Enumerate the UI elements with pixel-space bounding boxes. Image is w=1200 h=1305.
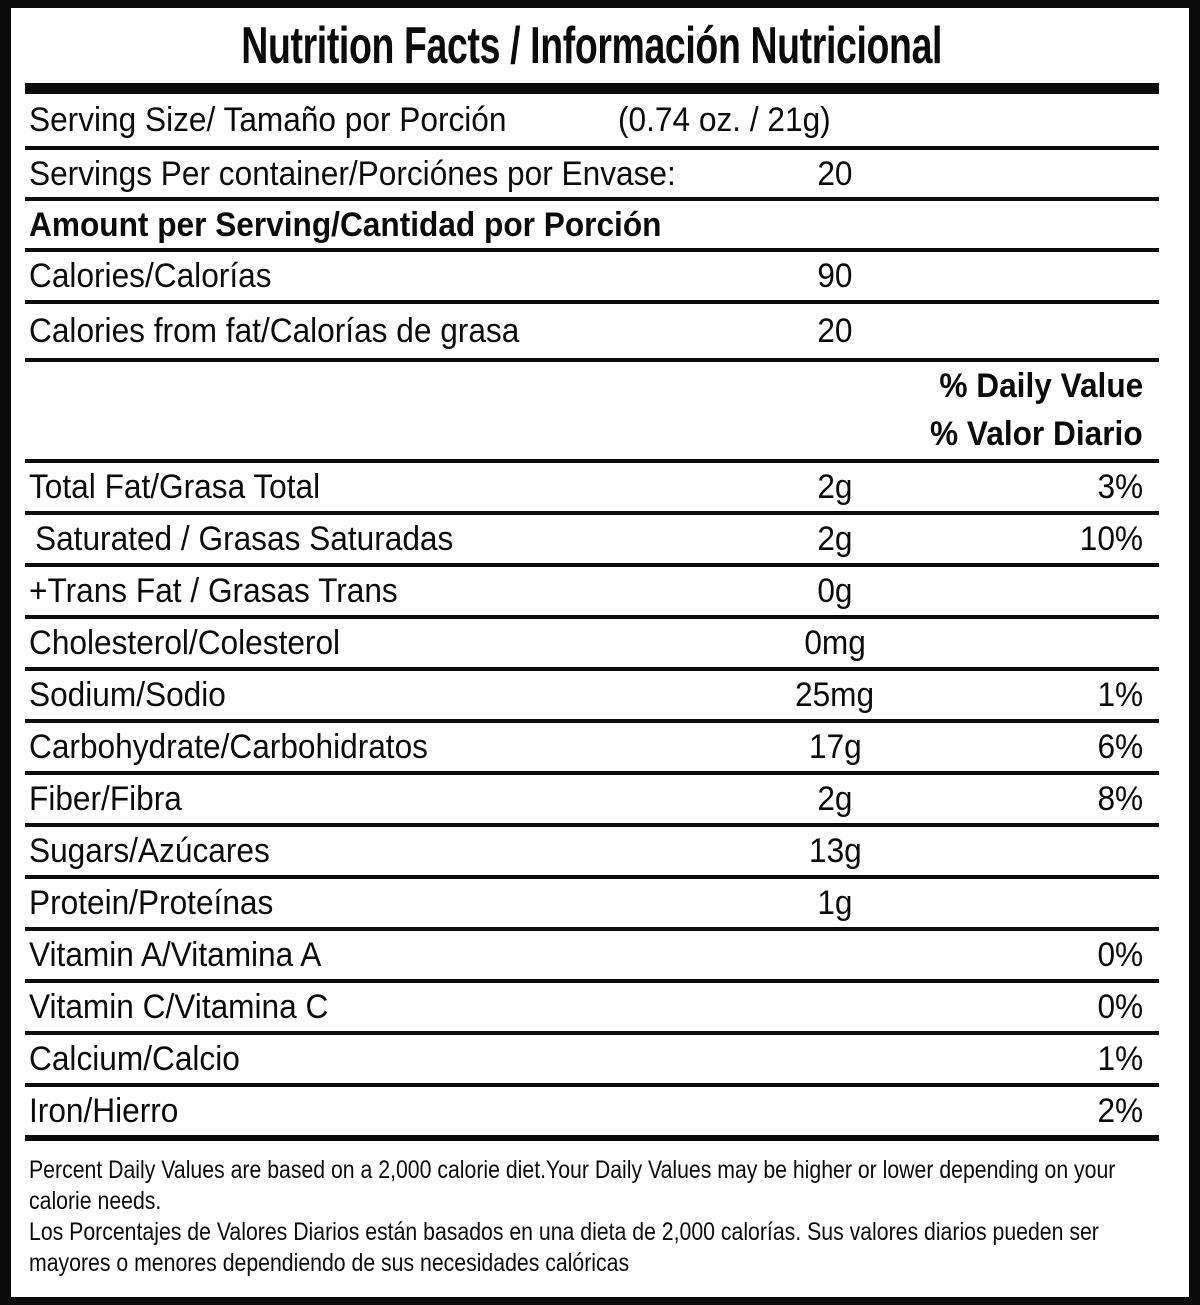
nutrient-row xyxy=(25,723,1159,771)
servings-per-container-row xyxy=(25,150,1159,197)
nutrient-row xyxy=(25,619,1159,667)
nutrient-label: +Trans Fat / Grasas Trans xyxy=(29,572,398,610)
nutrient-label: Sugars/Azúcares xyxy=(29,832,270,870)
page-title-text: Nutrition Facts / Información Nutricional xyxy=(241,16,943,75)
nutrient-table xyxy=(25,463,1159,1135)
nutrient-label: Vitamin A/Vitamina A xyxy=(29,936,322,974)
calories-value: 90 xyxy=(817,257,853,295)
nutrient-row xyxy=(25,775,1159,823)
calories-label: Calories/Calorías xyxy=(29,257,272,295)
serving-size-row xyxy=(25,94,1159,146)
nutrient-amount: 0g xyxy=(817,572,853,610)
nutrient-label: Fiber/Fibra xyxy=(29,780,182,818)
nutrient-daily-value: 10% xyxy=(1079,520,1143,558)
nutrient-row xyxy=(25,515,1159,563)
nutrient-row xyxy=(25,671,1159,719)
header-divider-bar xyxy=(25,83,1159,94)
nutrient-row xyxy=(25,931,1159,979)
nutrient-row xyxy=(25,879,1159,927)
servings-per-container-value: 20 xyxy=(817,154,853,193)
nutrient-label: Cholesterol/Colesterol xyxy=(29,624,341,662)
servings-per-container-label: Servings Per container/Porciónes por Envase: xyxy=(29,154,676,193)
footnote xyxy=(25,1141,1159,1279)
nutrient-row xyxy=(25,463,1159,511)
nutrient-label: Vitamin C/Vitamina C xyxy=(29,988,329,1026)
nutrient-amount: 13g xyxy=(808,832,862,870)
page-title xyxy=(105,16,1078,76)
amount-per-serving-header xyxy=(25,201,1159,248)
nutrient-daily-value: 8% xyxy=(1097,780,1143,818)
nutrient-daily-value: 1% xyxy=(1097,676,1143,714)
nutrient-row xyxy=(25,1087,1159,1135)
footnote-line: mayores o menores dependiendo de sus necesidades calóricas xyxy=(29,1249,630,1277)
serving-size-value: (0.74 oz. / 21g) xyxy=(618,101,831,139)
daily-value-header xyxy=(25,362,1159,459)
nutrient-label: Calcium/Calcio xyxy=(29,1040,240,1078)
footnote-line: calorie needs. xyxy=(29,1187,162,1215)
nutrient-label: Saturated / Grasas Saturadas xyxy=(35,520,454,558)
nutrient-amount: 25mg xyxy=(795,676,875,714)
nutrient-amount: 2g xyxy=(817,780,853,818)
nutrient-amount xyxy=(705,1042,965,1076)
nutrient-label: Sodium/Sodio xyxy=(29,676,226,714)
nutrient-label: Carbohydrate/Carbohidratos xyxy=(29,728,428,766)
nutrient-daily-value: 0% xyxy=(1097,936,1143,974)
nutrient-row xyxy=(25,983,1159,1031)
nutrient-daily-value: 6% xyxy=(1097,728,1143,766)
nutrient-row xyxy=(25,827,1159,875)
nutrient-daily-value: 2% xyxy=(1097,1092,1143,1130)
nutrient-label: Total Fat/Grasa Total xyxy=(29,468,321,506)
nutrient-row xyxy=(25,567,1159,615)
calories-from-fat-value: 20 xyxy=(817,312,853,350)
serving-size-label: Serving Size/ Tamaño por Porción xyxy=(29,101,507,139)
nutrient-label: Iron/Hierro xyxy=(29,1092,179,1130)
nutrient-amount: 17g xyxy=(808,728,862,766)
nutrient-amount xyxy=(705,990,965,1024)
footnote-line: Percent Daily Values are based on a 2,000 calorie diet.Your Daily Values may be higher or lower depending on your xyxy=(29,1156,1116,1184)
daily-value-header-english: % Daily Value xyxy=(939,367,1143,405)
nutrient-amount: 0mg xyxy=(804,624,866,662)
nutrient-amount: 2g xyxy=(817,468,853,506)
calories-row xyxy=(25,252,1159,300)
footnote-line: Los Porcentajes de Valores Diarios están basados en una dieta de 2,000 calorías. Sus valores diarios pueden ser xyxy=(29,1218,1099,1246)
amount-per-serving-label: Amount per Serving/Cantidad por Porción xyxy=(29,205,662,244)
nutrient-daily-value: 3% xyxy=(1097,468,1143,506)
calories-from-fat-label: Calories from fat/Calorías de grasa xyxy=(29,312,520,350)
label-header xyxy=(25,8,1159,83)
nutrient-amount xyxy=(705,938,965,972)
nutrient-label: Protein/Proteínas xyxy=(29,884,274,922)
nutrient-amount xyxy=(705,1094,965,1128)
calories-from-fat-row xyxy=(25,304,1159,358)
nutrient-row xyxy=(25,1035,1159,1083)
daily-value-header-spanish: % Valor Diario xyxy=(930,415,1143,453)
nutrient-daily-value: 0% xyxy=(1097,988,1143,1026)
nutrient-amount: 2g xyxy=(817,520,853,558)
nutrient-amount: 1g xyxy=(817,884,853,922)
nutrient-daily-value: 1% xyxy=(1097,1040,1143,1078)
